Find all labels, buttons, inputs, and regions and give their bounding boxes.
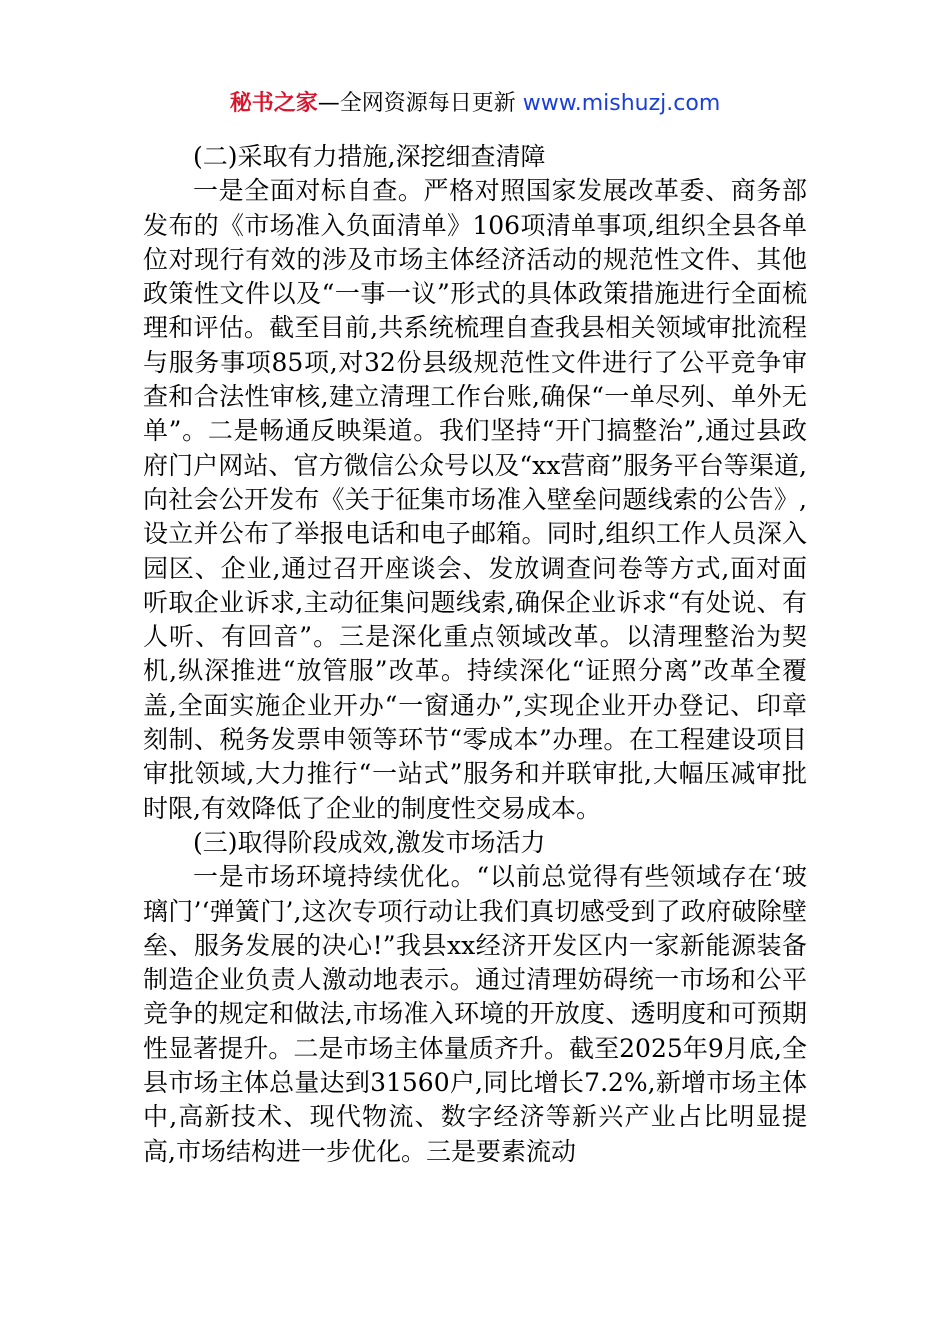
site-header [0,88,950,120]
section-paragraph-2: 一是全面对标自查。严格对照国家发展改革委、商务部发布的《市场准入负面清单》106项清单事项,组织全县各单位对现行有效的涉及市场主体经济活动的规范性文件、其他政策性文件以及“一事一议”形式的具体政策措施进行全面梳理和评估。截至目前,共系统梳理自查我县相关领域审批流程与服务事项85项,对32份县级规范性文件进行了公平竞争审查和合法性审核,建立清理工作台账,确保“一单尽列、单外无单”。二是畅通反映渠道。我们坚持“开门搞整治”,通过县政府门户网站、官方微信公众号以及“xx营商”服务平台等渠道,向社会公开发布《关于征集市场准入壁垒问题线索的公告》,设立并公布了举报电话和电子邮箱。同时,组织工作人员深入园区、企业,通过召开座谈会、发放调查问卷等方式,面对面听取企业诉求,主动征集问题线索,确保企业诉求“有处说、有人听、有回音”。三是深化重点领域改革。以清理整治为契机,纵深推进“放管服”改革。持续深化“证照分离”改革全覆盖,全面实施企业开办“一窗通办”,实现企业开办登记、印章刻制、税务发票申领等环节“零成本”办理。在工程建设项目审批领域,大力推行“一站式”服务和并联审批,大幅压减审批时限,有效降低了企业的制度性交易成本。 [143,176,807,823]
section-paragraph-3: 一是市场环境持续优化。“以前总觉得有些领域存在‘玻璃门’‘弹簧门’,这次专项行动让我们真切感受到了政府破除壁垒、服务发展的决心!”我县xx经济开发区内一家新能源装备制造企业负责人激动地表示。通过清理妨碍统一市场和公平竞争的规定和做法,市场准入环境的开放度、透明度和可预期性显著提升。二是市场主体量质齐升。截至2025年9月底,全县市场主体总量达到31560户,同比增长7.2%,新增市场主体中,高新技术、现代物流、数字经济等新兴产业占比明显提高,市场结构进一步优化。三是要素流动 [143,862,807,1166]
section-heading-3: (三)取得阶段成效,激发市场活力 [193,827,546,857]
document-body [143,140,807,1169]
site-url-link[interactable]: www.mishuzj.com [522,91,721,116]
site-brand: 秘书之家 [229,91,318,116]
section-heading-2: (二)采取有力措施,深挖细查清障 [193,142,546,171]
site-slogan: —全网资源每日更新 [317,91,523,116]
